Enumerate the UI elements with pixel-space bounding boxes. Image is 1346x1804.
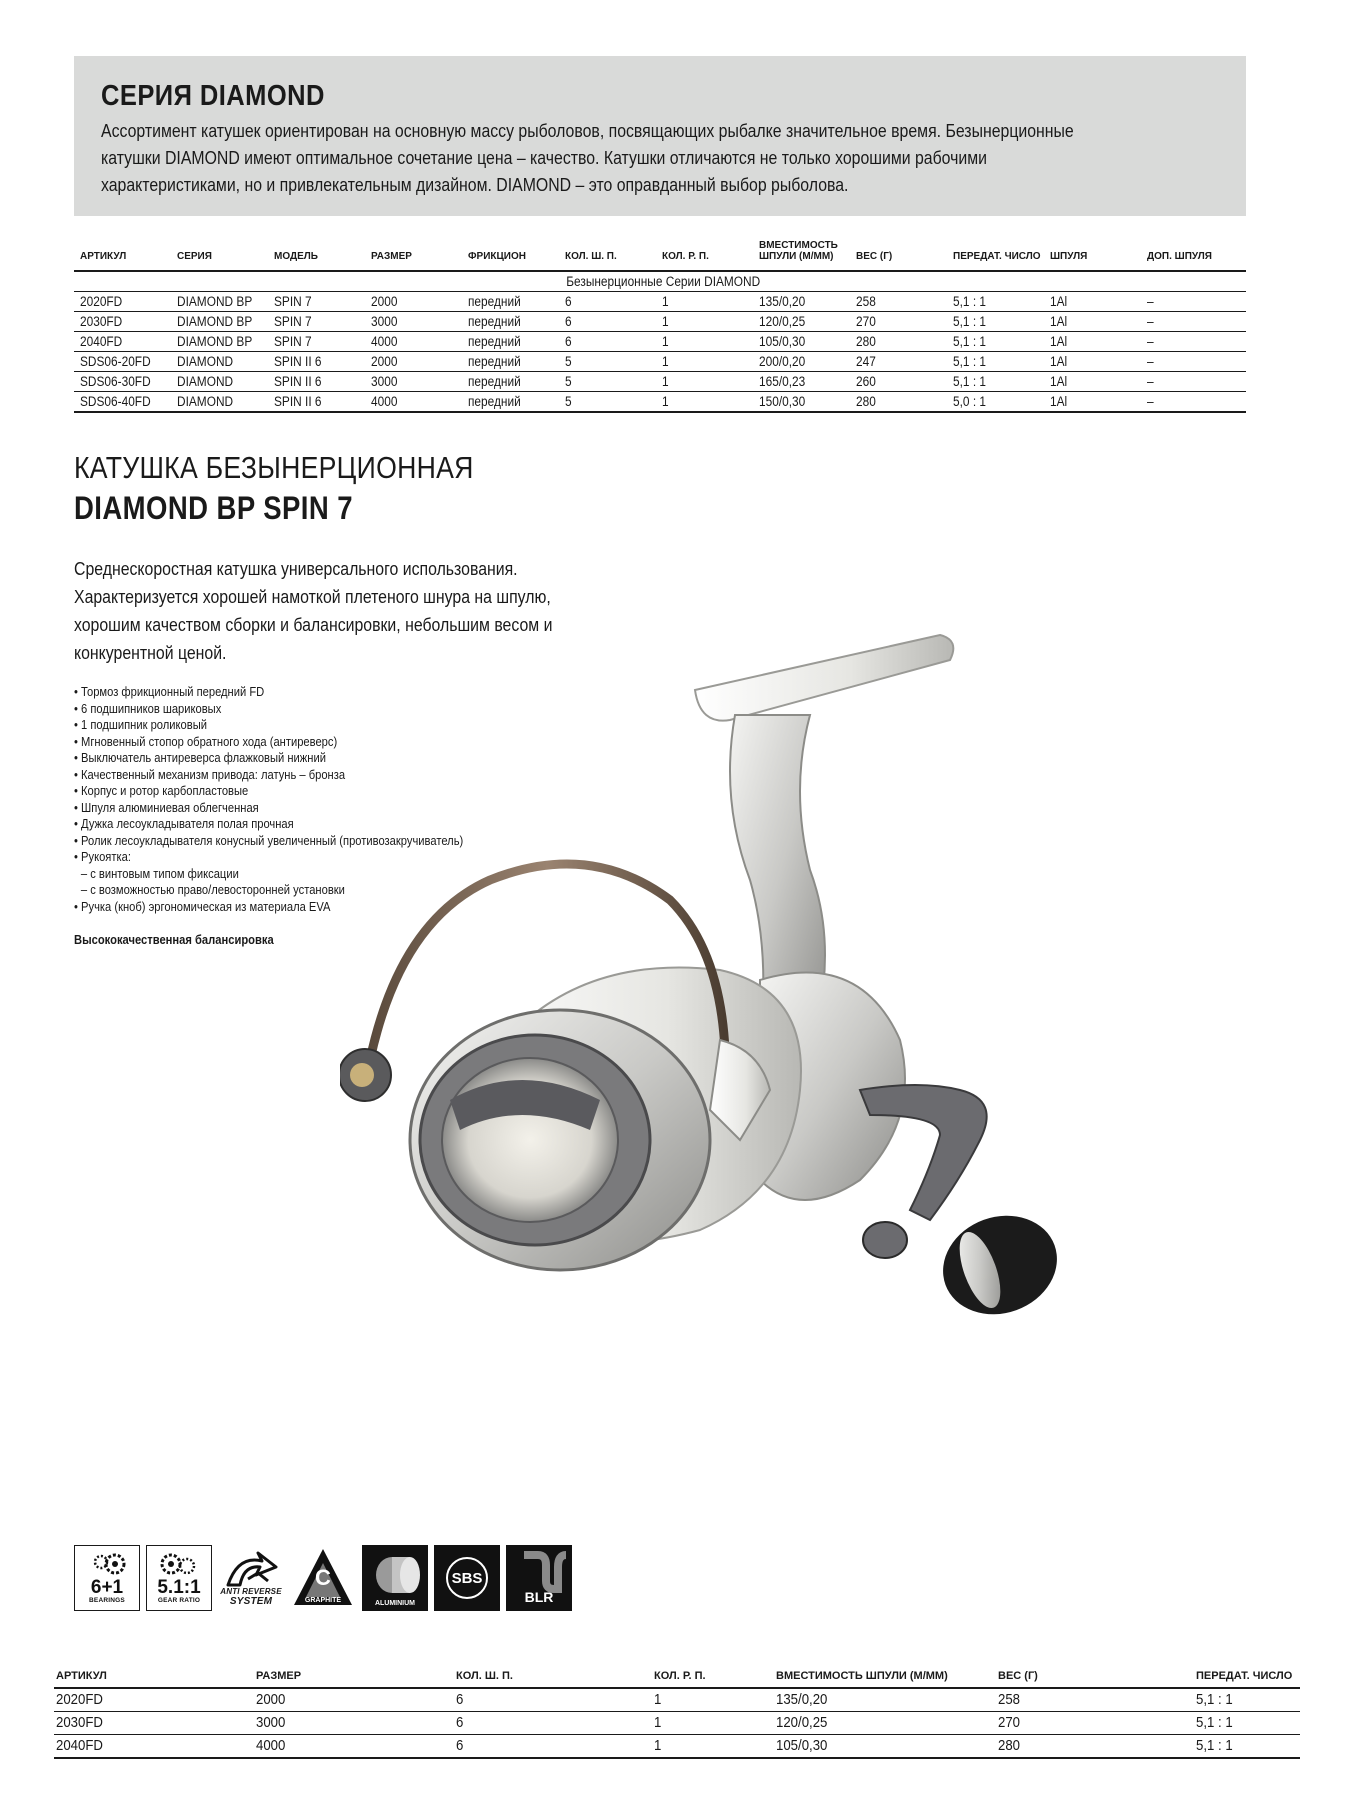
col-header: АРТИКУЛ	[54, 1670, 254, 1688]
table-cell	[656, 352, 753, 372]
cell-value: 1Al	[1050, 294, 1068, 309]
cell-value: 1Al	[1050, 374, 1068, 389]
cell-value: 3000	[371, 314, 398, 329]
aluminium-label: ALUMINIUM	[374, 1600, 416, 1607]
table-cell	[559, 312, 656, 332]
table-cell	[1141, 332, 1246, 352]
col-header: МОДЕЛЬ	[268, 236, 365, 271]
table-cell	[753, 292, 850, 312]
table-row	[54, 1735, 1300, 1759]
table-cell	[1194, 1712, 1300, 1735]
cell-value: 6	[565, 314, 572, 329]
table-cell	[268, 392, 365, 413]
col-header: КОЛ. Р. П.	[656, 236, 753, 271]
cell-value: передний	[468, 394, 521, 409]
feature-badges	[74, 1545, 572, 1613]
col-header: ВМЕСТИМОСТЬ ШПУЛИ (М/ММ)	[774, 1670, 996, 1688]
table-cell	[559, 372, 656, 392]
feature-note: Высококачественная балансировка	[74, 932, 274, 947]
cell-value: SPIN II 6	[274, 374, 322, 389]
cell-value: –	[1147, 314, 1154, 329]
cell-value: –	[1147, 394, 1154, 409]
table-cell	[462, 392, 559, 413]
cell-value: 5,1 : 1	[953, 334, 987, 349]
cell-value: 1Al	[1050, 354, 1068, 369]
graphite-badge	[290, 1545, 356, 1611]
cell-value: 6	[565, 334, 572, 349]
table-cell	[1194, 1735, 1300, 1759]
aluminium-badge	[362, 1545, 428, 1611]
table-cell	[947, 392, 1044, 413]
cell-value: 2040FD	[56, 1737, 103, 1754]
cell-value: 1	[662, 334, 669, 349]
feature-item: • Корпус и ротор карбопластовые	[74, 783, 249, 798]
table-cell	[559, 332, 656, 352]
cell-value: SDS06-40FD	[80, 394, 151, 409]
cell-value: 200/0,20	[759, 354, 806, 369]
cell-value: передний	[468, 314, 521, 329]
table-cell	[1044, 352, 1141, 372]
table-cell	[947, 292, 1044, 312]
feature-item: • 6 подшипников шариковых	[74, 700, 222, 716]
table-cell	[171, 312, 268, 332]
table-cell	[171, 292, 268, 312]
table-cell	[656, 392, 753, 413]
cell-value: 270	[856, 314, 876, 329]
spec-table	[74, 236, 1246, 413]
bearings-value: 6+1	[90, 1576, 124, 1598]
table-cell	[774, 1688, 996, 1712]
sbs-label: SBS	[451, 1569, 483, 1587]
cell-value: 5	[565, 354, 572, 369]
table-cell	[74, 392, 171, 413]
cell-value: передний	[468, 334, 521, 349]
cell-value: 3000	[371, 374, 398, 389]
cell-value: DIAMOND BP	[177, 314, 253, 329]
cell-value: 1	[654, 1714, 662, 1731]
table-cell	[1141, 352, 1246, 372]
graphite-label: GRAPHITE	[304, 1597, 342, 1604]
table-cell	[559, 352, 656, 372]
table-cell	[652, 1735, 774, 1759]
feature-item: • Ролик лесоукладывателя конусный увеличенный (противозакручиватель)	[74, 832, 464, 848]
table-cell	[1044, 312, 1141, 332]
cell-value: 1	[662, 394, 669, 409]
cell-value: 280	[998, 1737, 1021, 1754]
group-label: Безынерционные Серии DIAMOND	[566, 274, 760, 289]
table-cell	[753, 352, 850, 372]
table-cell	[454, 1688, 652, 1712]
product-name: DIAMOND BP SPIN 7	[74, 490, 353, 526]
cell-value: 135/0,20	[776, 1691, 828, 1708]
table-cell	[462, 352, 559, 372]
table-cell	[254, 1688, 454, 1712]
cell-value: 258	[856, 294, 876, 309]
table-cell	[74, 352, 171, 372]
cell-value: 4000	[371, 334, 398, 349]
feature-item: • Шпуля алюминиевая облегченная	[74, 799, 259, 815]
cell-value: 5,1 : 1	[953, 354, 987, 369]
table-cell	[171, 332, 268, 352]
feature-item: • Рукоятка:	[74, 849, 131, 864]
gear-ratio-value: 5.1:1	[157, 1576, 201, 1598]
table-row	[74, 372, 1246, 392]
table-cell	[1141, 292, 1246, 312]
feature-item: • Выключатель антиреверса флажковый нижний	[74, 750, 326, 765]
table-cell	[850, 392, 947, 413]
cell-value: 105/0,30	[776, 1737, 828, 1754]
cell-value: 6	[565, 294, 572, 309]
cell-value: 2000	[371, 354, 398, 369]
cell-value: 6	[456, 1737, 464, 1754]
gear-icon	[75, 1546, 141, 1612]
col-header: ПЕРЕДАТ. ЧИСЛО	[947, 236, 1044, 271]
cell-value: 165/0,23	[759, 374, 806, 389]
cell-value: 5	[565, 394, 572, 409]
table-cell	[365, 312, 462, 332]
blr-label: BLR	[524, 1589, 554, 1605]
table-cell	[947, 312, 1044, 332]
table-cell	[1044, 392, 1141, 413]
cell-value: –	[1147, 354, 1154, 369]
cell-value: DIAMOND BP	[177, 294, 253, 309]
table-cell	[171, 352, 268, 372]
table-row	[74, 332, 1246, 352]
bottom-header-row	[54, 1670, 1300, 1688]
table-cell	[268, 372, 365, 392]
product-kicker: КАТУШКА БЕЗЫНЕРЦИОННАЯ	[74, 450, 474, 485]
cell-value: 2030FD	[56, 1714, 103, 1731]
table-cell	[74, 292, 171, 312]
cell-value: 258	[998, 1691, 1021, 1708]
table-cell	[365, 372, 462, 392]
cell-value: 120/0,25	[776, 1714, 828, 1731]
cell-value: 135/0,20	[759, 294, 806, 309]
col-header: КОЛ. Ш. П.	[559, 236, 656, 271]
cell-value: 280	[856, 334, 876, 349]
table-row	[54, 1688, 1300, 1712]
feature-item: • Дужка лесоукладывателя полая прочная	[74, 816, 294, 831]
table-cell	[850, 332, 947, 352]
cell-value: 5,1 : 1	[953, 314, 987, 329]
table-cell	[996, 1688, 1194, 1712]
cell-value: 2020FD	[80, 294, 123, 309]
table-row	[74, 352, 1246, 372]
table-cell	[171, 372, 268, 392]
cell-value: 3000	[256, 1714, 286, 1731]
cell-value: передний	[468, 354, 521, 369]
table-cell	[268, 312, 365, 332]
cell-value: передний	[468, 294, 521, 309]
table-cell	[947, 332, 1044, 352]
cell-value: SPIN 7	[274, 334, 312, 349]
table-cell	[774, 1735, 996, 1759]
cell-value: 5,0 : 1	[953, 394, 987, 409]
cell-value: 5,1 : 1	[1196, 1737, 1233, 1754]
cell-value: 2030FD	[80, 314, 123, 329]
cell-value: DIAMOND	[177, 394, 234, 409]
cell-value: 270	[998, 1714, 1021, 1731]
cell-value: DIAMOND	[177, 374, 234, 389]
table-cell	[171, 392, 268, 413]
cell-value: SDS06-20FD	[80, 354, 151, 369]
table-cell	[1141, 372, 1246, 392]
table-cell	[753, 312, 850, 332]
cell-value: 1Al	[1050, 394, 1068, 409]
table-cell	[365, 392, 462, 413]
feature-item: • Тормоз фрикционный передний FD	[74, 684, 265, 699]
cell-value: 2020FD	[56, 1691, 103, 1708]
feature-item: • Качественный механизм привода: латунь – бронза	[74, 766, 346, 782]
cell-value: 1	[662, 314, 669, 329]
cell-value: SPIN II 6	[274, 394, 322, 409]
anti-reverse-badge	[218, 1545, 284, 1611]
gears-icon	[147, 1546, 213, 1612]
table-cell	[1141, 392, 1246, 413]
cell-value: 1Al	[1050, 334, 1068, 349]
anti-reverse-label-1: ANTI REVERSE	[220, 1587, 282, 1596]
cell-value: 6	[456, 1714, 464, 1731]
col-header: ВМЕСТИМОСТЬ ШПУЛИ (М/ММ)	[753, 236, 850, 271]
col-header: РАЗМЕР	[254, 1670, 454, 1688]
table-cell	[74, 372, 171, 392]
cell-value: –	[1147, 294, 1154, 309]
table-cell	[753, 372, 850, 392]
gear-ratio-badge	[146, 1545, 212, 1611]
cell-value: 1	[662, 354, 669, 369]
gear-ratio-label: GEAR RATIO	[157, 1596, 201, 1604]
col-header: ПЕРЕДАТ. ЧИСЛО	[1194, 1670, 1300, 1688]
table-cell	[996, 1712, 1194, 1735]
col-header: ШПУЛЯ	[1044, 236, 1141, 271]
sbs-badge	[434, 1545, 500, 1611]
table-cell	[365, 292, 462, 312]
product-description: Среднескоростная катушка универсального использования. Характеризуется хорошей намоткой плетеного шнура на шпулю, хорошим качеством сборки и балансировки, небольшим весом и конкурентной ценой.	[74, 559, 553, 663]
cell-value: 2000	[371, 294, 398, 309]
blr-badge	[506, 1545, 572, 1611]
graphite-letter: C	[315, 1565, 331, 1590]
table-cell	[462, 312, 559, 332]
feature-item: – с возможностью право/левосторонней установки	[80, 882, 345, 897]
table-cell	[850, 312, 947, 332]
table-cell	[462, 372, 559, 392]
table-row	[74, 312, 1246, 332]
table-cell	[774, 1712, 996, 1735]
table-row	[74, 392, 1246, 413]
table-cell	[1194, 1688, 1300, 1712]
col-header: ДОП. ШПУЛЯ	[1141, 236, 1246, 271]
cell-value: DIAMOND	[177, 354, 234, 369]
cell-value: 1	[662, 294, 669, 309]
cell-value: 5,1 : 1	[1196, 1714, 1233, 1731]
reel-image	[340, 620, 1270, 1500]
bearings-label: BEARINGS	[89, 1596, 125, 1604]
cell-value: 247	[856, 354, 876, 369]
col-header: СЕРИЯ	[171, 236, 268, 271]
table-cell	[74, 332, 171, 352]
table-cell	[268, 292, 365, 312]
cell-value: 280	[856, 394, 876, 409]
cell-value: –	[1147, 334, 1154, 349]
col-header: КОЛ. Р. П.	[652, 1670, 774, 1688]
cell-value: SPIN 7	[274, 294, 312, 309]
series-description: Ассортимент катушек ориентирован на основную массу рыболовов, посвящающих рыбалке значительное время. Безынерционные катушки DIAMOND имеют оптимальное сочетание цена – качество. Катушки отличаются не только хорошими рабочими характеристиками, но и привлекательным дизайном. DIAMOND – это оправданный выбор рыболова.	[101, 121, 1074, 195]
table-cell	[1141, 312, 1246, 332]
cell-value: 1	[662, 374, 669, 389]
cell-value: 1Al	[1050, 314, 1068, 329]
table-cell	[1044, 292, 1141, 312]
cell-value: 1	[654, 1691, 662, 1708]
col-header: КОЛ. Ш. П.	[454, 1670, 652, 1688]
table-cell	[268, 332, 365, 352]
table-cell	[652, 1712, 774, 1735]
col-header: АРТИКУЛ	[74, 236, 171, 271]
product-spec-table	[54, 1670, 1300, 1759]
col-header: ВЕС (Г)	[850, 236, 947, 271]
table-cell	[656, 292, 753, 312]
table-cell	[54, 1688, 254, 1712]
cell-value: SDS06-30FD	[80, 374, 151, 389]
feature-item: • Мгновенный стопор обратного хода (антиреверс)	[74, 733, 338, 749]
table-cell	[54, 1735, 254, 1759]
cell-value: 5,1 : 1	[953, 374, 987, 389]
table-cell	[850, 372, 947, 392]
anti-reverse-label-2: SYSTEM	[229, 1596, 273, 1607]
group-row	[74, 271, 1246, 292]
cell-value: 4000	[371, 394, 398, 409]
feature-item: – с винтовым типом фиксации	[80, 865, 239, 881]
table-cell	[559, 292, 656, 312]
cell-value: 260	[856, 374, 876, 389]
table-cell	[254, 1712, 454, 1735]
cell-value: DIAMOND BP	[177, 334, 253, 349]
table-cell	[462, 292, 559, 312]
cell-value: 105/0,30	[759, 334, 806, 349]
cell-value: 2000	[256, 1691, 286, 1708]
col-header: ФРИКЦИОН	[462, 236, 559, 271]
table-cell	[1044, 372, 1141, 392]
table-cell	[559, 392, 656, 413]
table-cell	[656, 372, 753, 392]
table-cell	[365, 332, 462, 352]
cell-value: 5	[565, 374, 572, 389]
table-row	[74, 292, 1246, 312]
anti-reverse-icon	[218, 1545, 284, 1611]
table-cell	[54, 1712, 254, 1735]
table-row	[54, 1712, 1300, 1735]
feature-item: • Ручка (кноб) эргономическая из материала EVA	[74, 898, 331, 914]
table-cell	[1044, 332, 1141, 352]
col-header: ВЕС (Г)	[996, 1670, 1194, 1688]
table-cell	[652, 1688, 774, 1712]
cell-value: –	[1147, 374, 1154, 389]
table-cell	[365, 352, 462, 372]
table-cell	[254, 1735, 454, 1759]
table-cell	[462, 332, 559, 352]
table-cell	[850, 352, 947, 372]
bearings-badge	[74, 1545, 140, 1611]
cell-value: 2040FD	[80, 334, 123, 349]
table-cell	[850, 292, 947, 312]
series-title: СЕРИЯ DIAMOND	[101, 80, 325, 112]
table-cell	[454, 1735, 652, 1759]
cell-value: SPIN II 6	[274, 354, 322, 369]
feature-item: • 1 подшипник роликовый	[74, 717, 208, 732]
spec-header-row	[74, 236, 1246, 271]
cell-value: 1	[654, 1737, 662, 1754]
table-cell	[656, 332, 753, 352]
table-cell	[753, 332, 850, 352]
cell-value: 6	[456, 1691, 464, 1708]
table-cell	[454, 1712, 652, 1735]
table-cell	[268, 352, 365, 372]
table-cell	[656, 312, 753, 332]
cell-value: 120/0,25	[759, 314, 806, 329]
cell-value: SPIN 7	[274, 314, 312, 329]
cell-value: передний	[468, 374, 521, 389]
table-cell	[947, 372, 1044, 392]
cell-value: 4000	[256, 1737, 286, 1754]
series-header	[74, 56, 1246, 216]
table-cell	[947, 352, 1044, 372]
table-cell	[996, 1735, 1194, 1759]
cell-value: 150/0,30	[759, 394, 806, 409]
cell-value: 5,1 : 1	[953, 294, 987, 309]
table-cell	[753, 392, 850, 413]
col-header: РАЗМЕР	[365, 236, 462, 271]
table-cell	[74, 312, 171, 332]
cell-value: 5,1 : 1	[1196, 1691, 1233, 1708]
